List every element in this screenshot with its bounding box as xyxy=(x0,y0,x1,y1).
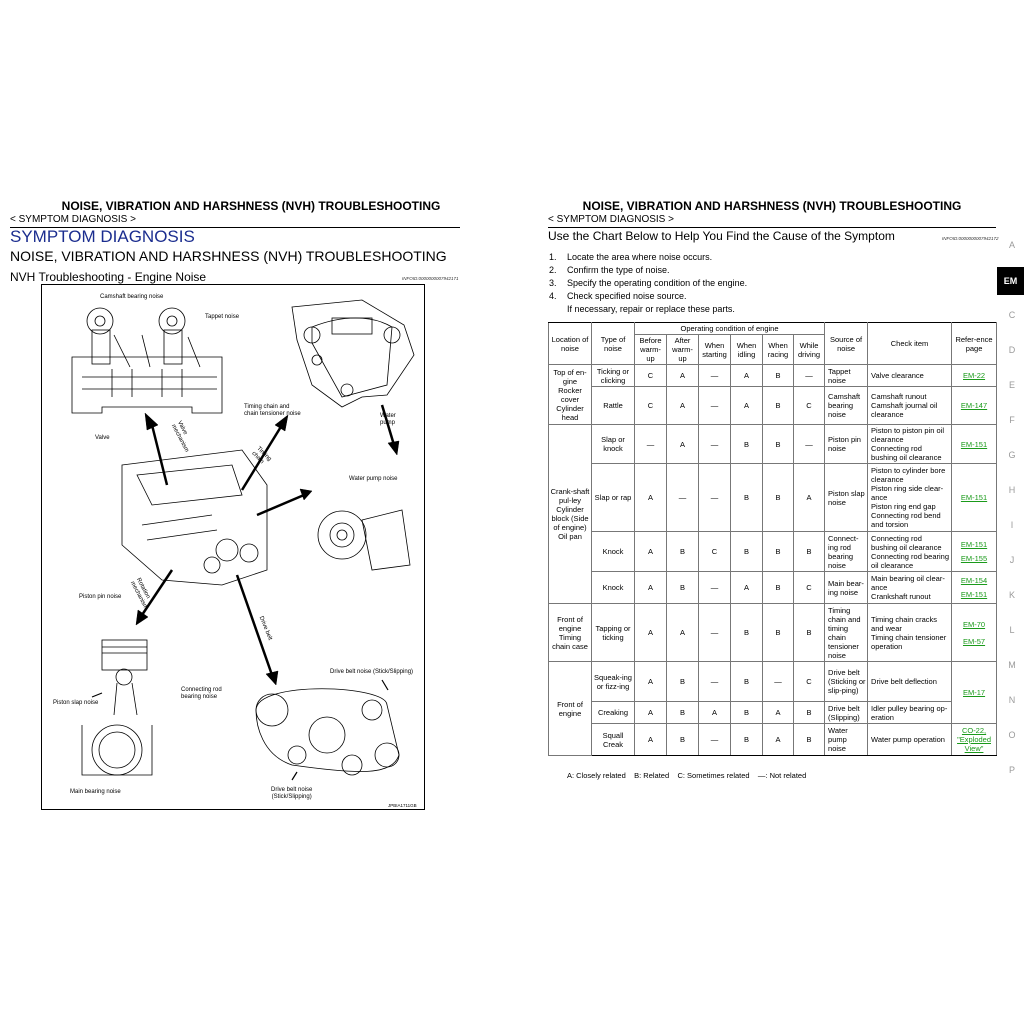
condition-cell: A xyxy=(635,724,667,756)
index-tab[interactable]: C xyxy=(1008,310,1016,320)
type-cell: Knock xyxy=(592,532,635,572)
type-cell: Ticking or clicking xyxy=(592,365,635,387)
type-cell: Rattle xyxy=(592,387,635,425)
index-tab[interactable]: J xyxy=(1009,555,1015,565)
condition-cell: B xyxy=(731,425,763,464)
left-page-header: NOISE, VIBRATION AND HARSHNESS (NVH) TROUBLESHOOTING xyxy=(61,199,441,213)
source-cell: Piston slap noise xyxy=(825,464,868,532)
reference-link[interactable]: EM-70 xyxy=(962,619,986,629)
condition-cell: B xyxy=(763,365,794,387)
condition-cell: A xyxy=(667,365,699,387)
condition-cell: A xyxy=(763,702,794,724)
label-main-bearing-noise: Main bearing noise xyxy=(70,789,121,795)
label-water-pump: Water pump xyxy=(380,413,396,426)
condition-cell: A xyxy=(667,604,699,662)
check-cell: Camshaft runout Camshaft journal oil clearance xyxy=(868,387,952,425)
label-rotation-mechanism: Rotation mechanism xyxy=(128,577,151,611)
condition-cell: A xyxy=(635,662,667,702)
label-camshaft-bearing-noise: Camshaft bearing noise xyxy=(100,294,164,300)
check-cell: Drive belt deflection xyxy=(868,662,952,702)
condition-cell: A xyxy=(667,425,699,464)
label-water-pump-noise: Water pump noise xyxy=(349,476,398,482)
condition-cell: B xyxy=(731,604,763,662)
type-cell: Squall Creak xyxy=(592,724,635,756)
condition-cell: A xyxy=(635,532,667,572)
figure-code: JPBIA1711GB xyxy=(388,803,417,808)
label-drive-belt-noise-stick: Drive belt noise (Stick/Slipping) xyxy=(330,669,414,675)
condition-cell: — xyxy=(794,425,825,464)
check-cell: Piston to piston pin oil clearance Connecting rod bushing oil clearance xyxy=(868,425,952,464)
header-condition: While driving xyxy=(794,335,825,365)
header-type: Type of noise xyxy=(592,323,635,365)
header-condition: When idling xyxy=(731,335,763,365)
condition-cell: — xyxy=(699,464,731,532)
condition-cell: B xyxy=(763,425,794,464)
condition-cell: — xyxy=(699,387,731,425)
label-timing-chain-tensioner-noise: Timing chain and chain tensioner noise xyxy=(244,404,301,417)
source-cell: Water pump noise xyxy=(825,724,868,756)
engine-noise-figure xyxy=(41,284,425,810)
index-tab[interactable]: K xyxy=(1008,590,1015,600)
chart-topic-title: Use the Chart Below to Help You Find the Cause of the Symptom xyxy=(548,229,895,243)
chart-info-id: INFOID:0000000007942172 xyxy=(942,236,999,241)
condition-cell: A xyxy=(635,604,667,662)
index-tab[interactable]: O xyxy=(1008,730,1016,740)
check-cell: Valve clearance xyxy=(868,365,952,387)
condition-cell: — xyxy=(635,425,667,464)
type-cell: Tapping or ticking xyxy=(592,604,635,662)
ref-cell xyxy=(952,724,997,756)
condition-cell: B xyxy=(794,532,825,572)
condition-cell: A xyxy=(635,702,667,724)
condition-cell: B xyxy=(731,532,763,572)
condition-cell: C xyxy=(794,572,825,604)
reference-link[interactable]: EM-154 xyxy=(960,576,988,585)
index-tab[interactable]: F xyxy=(1009,415,1015,425)
condition-cell: B xyxy=(731,464,763,532)
header-operating-condition: Operating condition of engine xyxy=(635,323,825,335)
step-item: 1. Locate the area where noise occurs. xyxy=(549,252,713,262)
index-tab[interactable]: G xyxy=(1008,450,1016,460)
check-cell: Main bearing oil clear-ance Crankshaft runout xyxy=(868,572,952,604)
source-cell: Piston pin noise xyxy=(825,425,868,464)
header-condition: When racing xyxy=(763,335,794,365)
condition-cell: A xyxy=(635,464,667,532)
ref-cell xyxy=(952,532,997,572)
index-tab[interactable]: A xyxy=(1008,240,1015,250)
condition-cell: — xyxy=(699,662,731,702)
section-title: SYMPTOM DIAGNOSIS xyxy=(10,227,195,246)
condition-cell: A xyxy=(794,464,825,532)
condition-cell: B xyxy=(667,724,699,756)
condition-cell: B xyxy=(731,662,763,702)
condition-cell: C xyxy=(699,532,731,572)
index-tab[interactable]: N xyxy=(1008,695,1016,705)
condition-cell: B xyxy=(763,387,794,425)
condition-cell: — xyxy=(699,572,731,604)
label-tappet-noise: Tappet noise xyxy=(205,314,240,320)
table-legend: A: Closely related B: Related C: Sometimes related —: Not related xyxy=(567,771,807,780)
condition-cell: A xyxy=(763,724,794,756)
source-cell: Connect-ing rod bearing noise xyxy=(825,532,868,572)
index-tab[interactable]: H xyxy=(1008,485,1016,495)
condition-cell: A xyxy=(635,572,667,604)
type-cell: Slap or knock xyxy=(592,425,635,464)
step-item-note: If necessary, repair or replace these parts. xyxy=(567,304,735,314)
index-tab[interactable]: I xyxy=(1010,520,1014,530)
label-drive-belt-noise-stick-2: Drive belt noise (Stick/Slipping) xyxy=(271,787,313,800)
condition-cell: — xyxy=(794,365,825,387)
reference-link[interactable]: EM-151 xyxy=(960,540,988,549)
step-item: 4. Check specified noise source. xyxy=(549,291,687,301)
location-cell: Front of engine Timing chain case xyxy=(549,604,592,662)
condition-cell: B xyxy=(731,702,763,724)
condition-cell: A xyxy=(731,365,763,387)
condition-cell: B xyxy=(667,572,699,604)
type-cell: Squeak-ing or fizz-ing xyxy=(592,662,635,702)
reference-link[interactable]: CO-22, "Exploded View" xyxy=(957,726,991,753)
reference-link[interactable]: EM-151 xyxy=(960,590,988,599)
step-item: 3. Specify the operating condition of the engine. xyxy=(549,278,748,288)
engine-illustration xyxy=(42,285,426,811)
condition-cell: — xyxy=(699,724,731,756)
reference-link[interactable]: EM-151 xyxy=(960,493,988,502)
header-condition: When starting xyxy=(699,335,731,365)
subsection-title: NOISE, VIBRATION AND HARSHNESS (NVH) TROUBLESHOOTING xyxy=(10,248,447,264)
label-valve: Valve xyxy=(95,435,110,441)
condition-cell: B xyxy=(667,532,699,572)
condition-cell: B xyxy=(731,724,763,756)
condition-cell: B xyxy=(794,702,825,724)
location-cell: Crank-shaft pul-ley Cylinder block (Side of engine) Oil pan xyxy=(549,425,592,604)
condition-cell: C xyxy=(635,387,667,425)
location-cell: Top of en-gine Rocker cover Cylinder head xyxy=(549,365,592,425)
condition-cell: B xyxy=(794,604,825,662)
source-cell: Camshaft bearing noise xyxy=(825,387,868,425)
index-tab[interactable]: E xyxy=(1008,380,1015,390)
reference-link[interactable]: EM-147 xyxy=(960,401,988,410)
source-cell: Tappet noise xyxy=(825,365,868,387)
type-cell: Knock xyxy=(592,572,635,604)
index-tab[interactable]: L xyxy=(1009,625,1015,635)
condition-cell: — xyxy=(763,662,794,702)
label-connecting-rod-bearing-noise: Connecting rod bearing noise xyxy=(181,687,222,700)
condition-cell: B xyxy=(667,662,699,702)
condition-cell: A xyxy=(699,702,731,724)
type-cell: Slap or rap xyxy=(592,464,635,532)
step-item: 2. Confirm the type of noise. xyxy=(549,265,670,275)
condition-cell: A xyxy=(731,572,763,604)
ref-cell xyxy=(952,464,997,532)
type-cell: Creaking xyxy=(592,702,635,724)
condition-cell: C xyxy=(635,365,667,387)
condition-cell: A xyxy=(731,387,763,425)
ref-cell xyxy=(952,604,997,662)
left-breadcrumb: < SYMPTOM DIAGNOSIS > xyxy=(10,214,136,225)
right-page-header: NOISE, VIBRATION AND HARSHNESS (NVH) TROUBLESHOOTING xyxy=(582,199,962,213)
check-cell: Piston to cylinder bore clearance Piston ring side clear-ance Piston ring end gap Connecting rod bend and torsion xyxy=(868,464,952,532)
header-condition: Before warm-up xyxy=(635,335,667,365)
condition-cell: B xyxy=(763,532,794,572)
source-cell: Main bear-ing noise xyxy=(825,572,868,604)
index-tab-active[interactable]: EM xyxy=(997,267,1024,295)
procedure-steps xyxy=(549,251,989,316)
label-piston-pin-noise: Piston pin noise xyxy=(79,594,122,600)
label-valve-mechanism: Valve mechanism xyxy=(169,420,190,454)
reference-link[interactable]: EM-155 xyxy=(960,554,988,563)
check-cell: Water pump operation xyxy=(868,724,952,756)
condition-cell: A xyxy=(667,387,699,425)
condition-cell: — xyxy=(699,425,731,464)
header-reference-page: Refer-ence page xyxy=(952,323,997,365)
check-cell: Idler pulley bearing op-eration xyxy=(868,702,952,724)
ref-cell xyxy=(952,387,997,425)
location-cell: Front of engine xyxy=(549,662,592,756)
label-piston-slap-noise: Piston slap noise xyxy=(53,700,99,706)
ref-cell xyxy=(952,365,997,387)
check-cell: Connecting rod bushing oil clearance Connecting rod bearing oil clearance xyxy=(868,532,952,572)
ref-cell xyxy=(952,572,997,604)
condition-cell: — xyxy=(699,365,731,387)
ref-cell xyxy=(952,425,997,464)
nvh-troubleshooting-table xyxy=(548,322,997,756)
reference-link[interactable]: EM-17 xyxy=(962,688,986,697)
header-location: Location of noise xyxy=(549,323,592,365)
reference-link[interactable]: EM-57 xyxy=(962,636,986,646)
condition-cell: B xyxy=(763,604,794,662)
reference-link[interactable]: EM-22 xyxy=(962,371,986,380)
right-breadcrumb: < SYMPTOM DIAGNOSIS > xyxy=(548,214,674,225)
label-timing-chain: Timing chain xyxy=(250,445,273,466)
header-source: Source of noise xyxy=(825,323,868,365)
condition-cell: — xyxy=(667,464,699,532)
condition-cell: C xyxy=(794,662,825,702)
source-cell: Drive belt (Slipping) xyxy=(825,702,868,724)
condition-cell: C xyxy=(794,387,825,425)
ref-cell xyxy=(952,662,997,724)
source-cell: Timing chain and timing chain tensioner noise xyxy=(825,604,868,662)
header-condition: After warm-up xyxy=(667,335,699,365)
header-check-item: Check item xyxy=(868,323,952,365)
condition-cell: B xyxy=(667,702,699,724)
label-drive-belt: Drive belt xyxy=(257,615,273,642)
index-tab[interactable]: M xyxy=(1008,660,1016,670)
info-id: INFOID:0000000007942171 xyxy=(402,276,459,281)
topic-title: NVH Troubleshooting - Engine Noise xyxy=(10,270,207,284)
condition-cell: B xyxy=(763,464,794,532)
condition-cell: — xyxy=(699,604,731,662)
condition-cell: B xyxy=(763,572,794,604)
check-cell: Timing chain cracks and wear Timing chain tensioner operation xyxy=(868,604,952,662)
index-tab[interactable]: P xyxy=(1008,765,1015,775)
index-tab[interactable]: D xyxy=(1008,345,1016,355)
right-header-rule xyxy=(548,227,996,228)
reference-link[interactable]: EM-151 xyxy=(960,439,988,449)
source-cell: Drive belt (Sticking or slip-ping) xyxy=(825,662,868,702)
condition-cell: B xyxy=(794,724,825,756)
